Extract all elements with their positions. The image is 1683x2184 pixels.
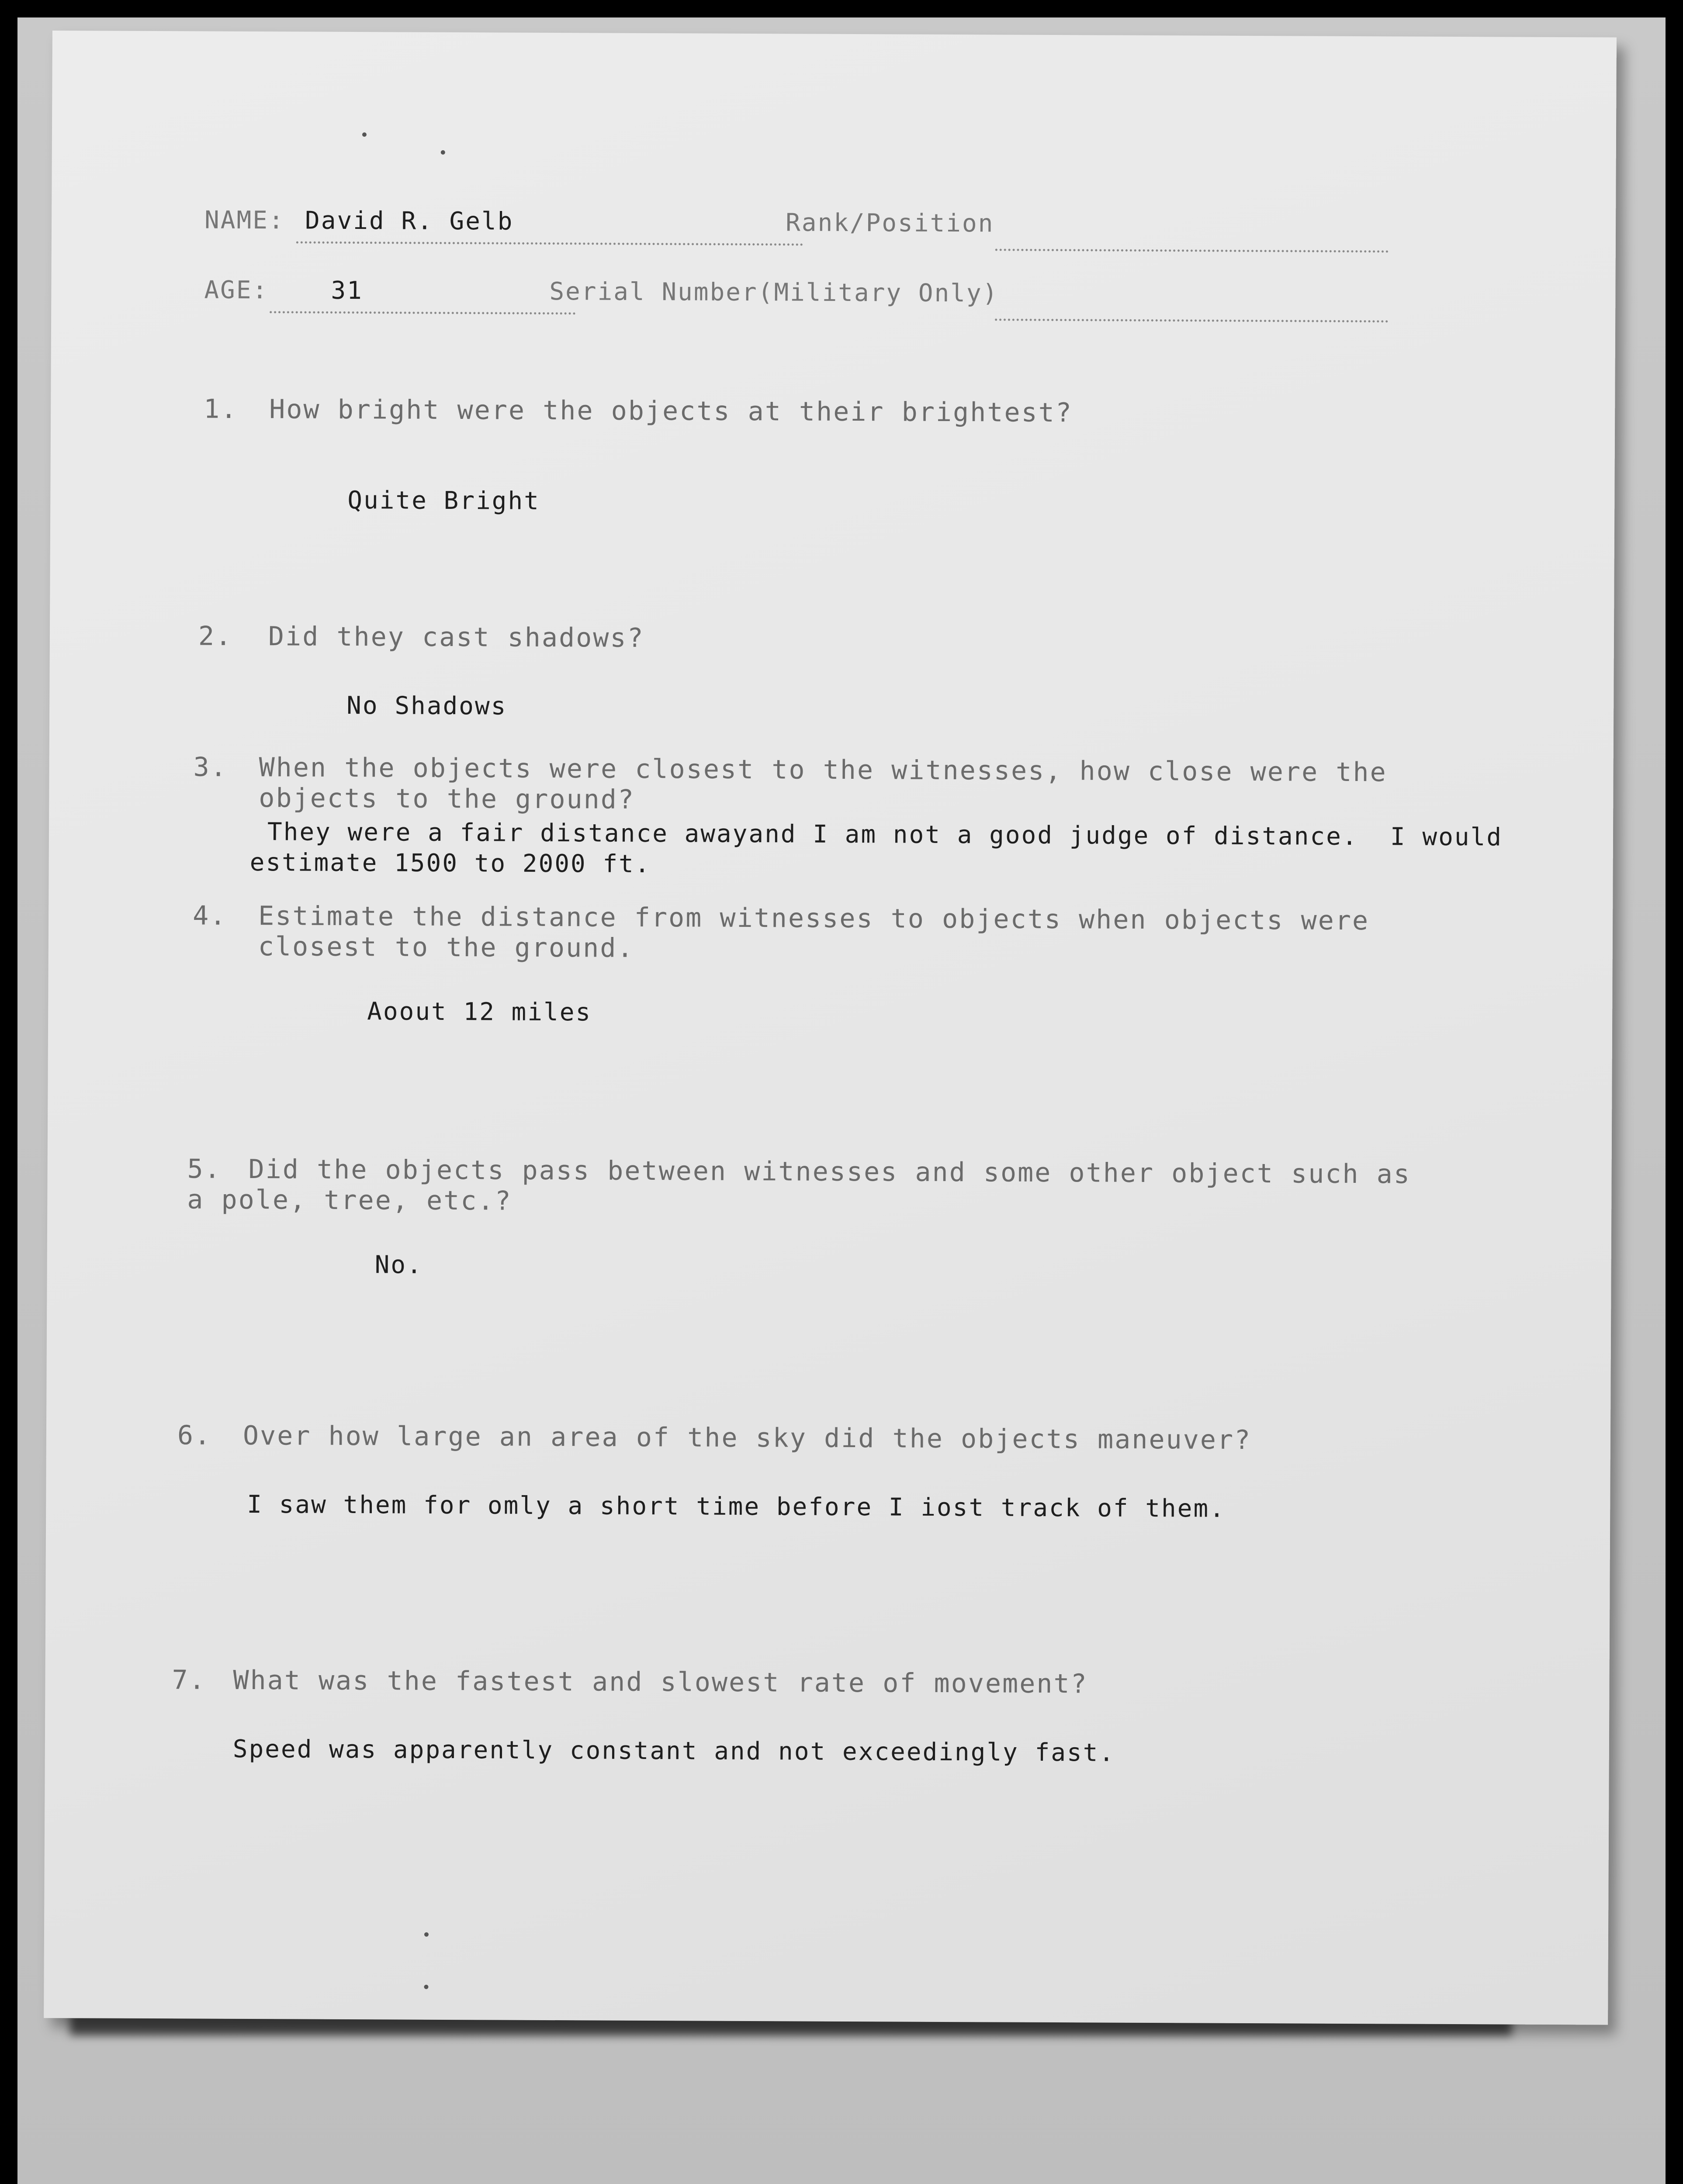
- question-7-number: 7.: [172, 1665, 206, 1696]
- answer-3-line-2: estimate 1500 to 2000 ft.: [249, 848, 651, 878]
- answer-6: I saw them for omly a short time before I iost track of them.: [247, 1490, 1226, 1523]
- question-6-text: Over how large an area of the sky did the objects maneuver?: [242, 1420, 1252, 1456]
- dust-speck: [362, 132, 367, 137]
- answer-3-line-1: They were a fair distance awayand I am not a good judge of distance. I would: [267, 818, 1503, 852]
- question-5-text-line-1: Did the objects pass between witnesses and some other object such as: [248, 1154, 1411, 1190]
- question-4-text-line-1: Estimate the distance from witnesses to objects when objects were: [258, 901, 1370, 936]
- question-5-text-line-2: a pole, tree, etc.?: [187, 1184, 512, 1216]
- answer-5: No.: [374, 1251, 423, 1279]
- question-3-number: 3.: [193, 752, 228, 783]
- serial-underline: [995, 318, 1388, 322]
- answer-4: Aoout 12 miles: [367, 997, 592, 1027]
- question-3-text-line-1: When the objects were closest to the witnesses, how close were the: [259, 752, 1387, 788]
- question-1-number: 1.: [204, 394, 238, 425]
- dust-speck: [424, 1932, 429, 1937]
- question-4-number: 4.: [193, 900, 227, 931]
- question-1-text: How bright were the objects at their brightest?: [269, 394, 1073, 429]
- question-4-text-line-2: closest to the ground.: [258, 931, 634, 964]
- name-underline: [296, 241, 803, 245]
- name-label: NAME:: [204, 206, 285, 235]
- question-3-text-line-2: objects to the ground?: [259, 783, 635, 815]
- questionnaire-sheet: [44, 31, 1617, 2025]
- question-2-number: 2.: [198, 621, 233, 652]
- answer-7: Speed was apparently constant and not exceedingly fast.: [232, 1735, 1115, 1767]
- question-5-number: 5.: [187, 1154, 222, 1185]
- name-value: David R. Gelb: [305, 206, 514, 236]
- age-underline: [270, 311, 575, 314]
- rank-underline: [995, 249, 1389, 252]
- answer-2: No Shadows: [346, 691, 507, 721]
- question-6-number: 6.: [177, 1420, 212, 1451]
- dust-speck: [441, 150, 445, 155]
- dust-speck: [424, 1985, 428, 1989]
- question-7-text: What was the fastest and slowest rate of movement?: [233, 1665, 1088, 1700]
- serial-label: Serial Number(Military Only): [549, 277, 999, 308]
- age-value: 31: [331, 276, 363, 305]
- age-label: AGE:: [204, 276, 269, 305]
- answer-1: Quite Bright: [347, 486, 540, 515]
- rank-label: Rank/Position: [785, 208, 994, 238]
- question-2-text: Did they cast shadows?: [268, 621, 644, 653]
